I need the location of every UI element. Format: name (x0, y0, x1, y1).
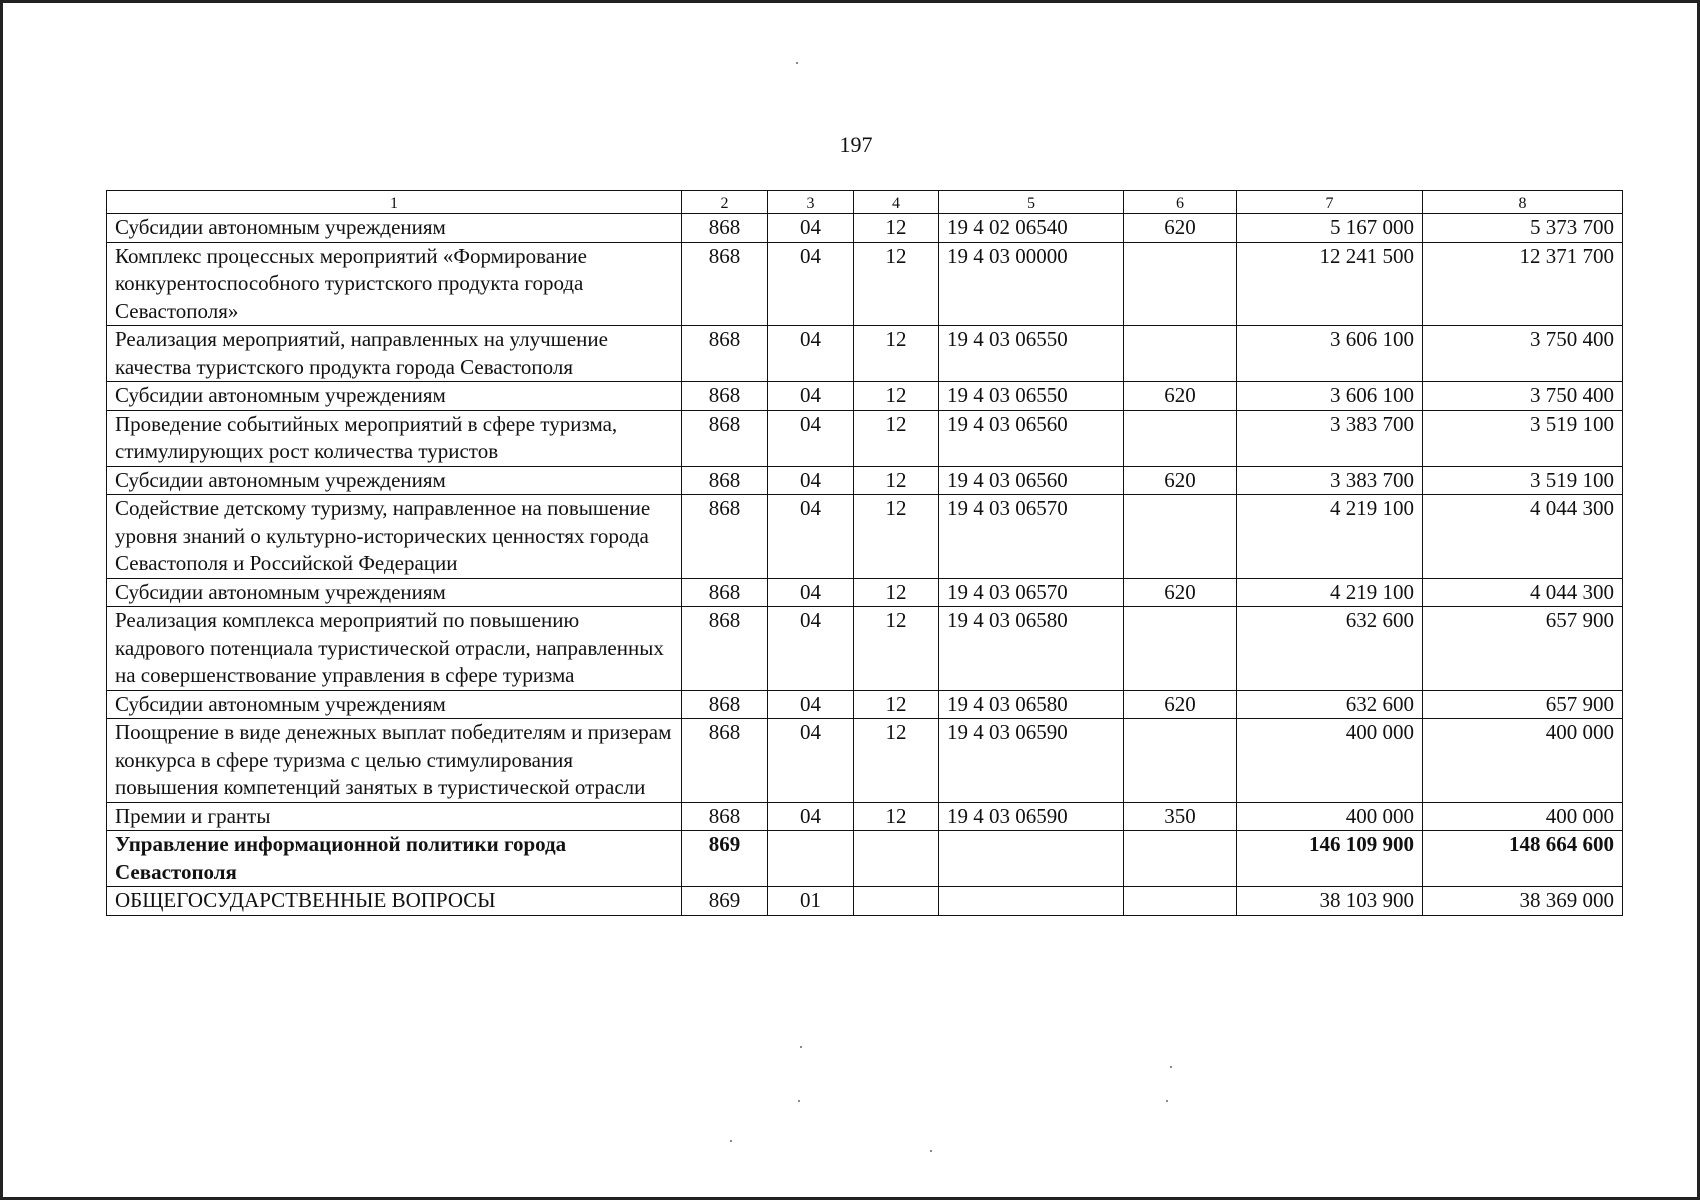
table-cell: 04 (768, 495, 854, 579)
table-cell: 5 167 000 (1237, 214, 1423, 243)
table-cell: 12 (854, 242, 939, 326)
scan-speck (800, 1046, 802, 1048)
table-cell: 620 (1124, 214, 1237, 243)
table-header-row (107, 191, 1623, 214)
scan-speck (1170, 1066, 1172, 1068)
scan-border-top (0, 0, 1700, 3)
table-cell (939, 831, 1124, 887)
row-name-cell: Субсидии автономным учреждениям (107, 690, 682, 719)
page-number: 197 (839, 132, 873, 157)
column-header: 1 (107, 191, 682, 214)
table-row (107, 382, 1623, 411)
table-cell: 657 900 (1423, 607, 1623, 691)
table-row (107, 495, 1623, 579)
table-cell: 04 (768, 410, 854, 466)
table-cell: 12 (854, 719, 939, 803)
table-cell: 19 4 03 06580 (939, 690, 1124, 719)
row-name-cell: Реализация комплекса мероприятий по повышению кадрового потенциала туристической отрасли, направленных на совершенствование управления в сфере туризма (107, 607, 682, 691)
table-cell: 04 (768, 214, 854, 243)
table-cell (1124, 607, 1237, 691)
row-name-cell: Поощрение в виде денежных выплат победителям и призерам конкурса в сфере туризма с целью стимулирования повышения компетенций занятых в туристической отрасли (107, 719, 682, 803)
row-name-cell: Премии и гранты (107, 802, 682, 831)
scan-speck (798, 1100, 800, 1102)
row-name-cell: ОБЩЕГОСУДАРСТВЕННЫЕ ВОПРОСЫ (107, 887, 682, 916)
table-cell: 868 (682, 719, 768, 803)
table-cell: 12 (854, 466, 939, 495)
row-name-cell: Субсидии автономным учреждениям (107, 382, 682, 411)
table-cell: 12 (854, 690, 939, 719)
table-cell: 868 (682, 607, 768, 691)
column-header: 5 (939, 191, 1124, 214)
table-cell: 632 600 (1237, 690, 1423, 719)
table-cell: 19 4 03 06590 (939, 802, 1124, 831)
table-cell: 04 (768, 326, 854, 382)
row-name-cell: Субсидии автономным учреждениям (107, 214, 682, 243)
row-name-cell: Комплекс процессных мероприятий «Формирование конкурентоспособного туристского продукта города Севастополя» (107, 242, 682, 326)
table-cell: 04 (768, 242, 854, 326)
table-cell: 868 (682, 382, 768, 411)
table-cell (1124, 887, 1237, 916)
table-cell: 3 750 400 (1423, 326, 1623, 382)
table-row (107, 690, 1623, 719)
table-cell: 3 519 100 (1423, 410, 1623, 466)
table-cell (768, 831, 854, 887)
table-cell: 868 (682, 578, 768, 607)
table-cell: 868 (682, 495, 768, 579)
table-cell: 3 606 100 (1237, 326, 1423, 382)
table-cell: 3 606 100 (1237, 382, 1423, 411)
table-cell: 19 4 02 06540 (939, 214, 1124, 243)
table-cell: 12 (854, 607, 939, 691)
table-cell: 868 (682, 466, 768, 495)
table-cell: 04 (768, 578, 854, 607)
scan-speck (1166, 1100, 1168, 1102)
table-cell: 04 (768, 466, 854, 495)
table-cell: 04 (768, 382, 854, 411)
table-cell: 5 373 700 (1423, 214, 1623, 243)
table-cell: 632 600 (1237, 607, 1423, 691)
budget-table (106, 190, 1623, 916)
table-cell: 19 4 03 00000 (939, 242, 1124, 326)
table-cell: 620 (1124, 382, 1237, 411)
row-name-cell: Реализация мероприятий, направленных на улучшение качества туристского продукта города Севастополя (107, 326, 682, 382)
table-cell: 12 (854, 326, 939, 382)
scan-speck (930, 1150, 932, 1152)
table-cell: 869 (682, 887, 768, 916)
table-cell (854, 831, 939, 887)
table-cell (1124, 410, 1237, 466)
table-cell: 400 000 (1237, 802, 1423, 831)
row-name-cell: Субсидии автономным учреждениям (107, 578, 682, 607)
table-cell (1124, 719, 1237, 803)
table-row (107, 326, 1623, 382)
table-cell: 19 4 03 06550 (939, 326, 1124, 382)
table-cell (1124, 495, 1237, 579)
table-cell: 38 103 900 (1237, 887, 1423, 916)
table-cell: 04 (768, 690, 854, 719)
table-row (107, 719, 1623, 803)
table-cell: 868 (682, 410, 768, 466)
table-cell (1124, 326, 1237, 382)
table-cell (1124, 242, 1237, 326)
table-cell: 12 (854, 410, 939, 466)
column-header: 3 (768, 191, 854, 214)
table-cell: 12 (854, 495, 939, 579)
scan-speck (730, 1140, 732, 1142)
table-cell: 868 (682, 326, 768, 382)
column-header: 4 (854, 191, 939, 214)
table-cell: 350 (1124, 802, 1237, 831)
table-cell: 4 044 300 (1423, 495, 1623, 579)
table-cell (1124, 831, 1237, 887)
table-cell: 3 383 700 (1237, 410, 1423, 466)
table-cell (939, 887, 1124, 916)
table-cell: 3 519 100 (1423, 466, 1623, 495)
table-cell: 12 (854, 802, 939, 831)
table-row (107, 802, 1623, 831)
table-cell: 4 219 100 (1237, 495, 1423, 579)
table-row (107, 466, 1623, 495)
table-cell: 869 (682, 831, 768, 887)
table-cell: 04 (768, 719, 854, 803)
table-row (107, 214, 1623, 243)
table-cell: 400 000 (1423, 802, 1623, 831)
table-cell: 620 (1124, 578, 1237, 607)
table-cell: 148 664 600 (1423, 831, 1623, 887)
table-cell: 3 383 700 (1237, 466, 1423, 495)
column-header: 8 (1423, 191, 1623, 214)
table-cell: 868 (682, 802, 768, 831)
table-cell: 19 4 03 06590 (939, 719, 1124, 803)
table-cell: 146 109 900 (1237, 831, 1423, 887)
table-cell: 12 (854, 214, 939, 243)
scan-border-left (0, 0, 3, 1200)
table-cell: 12 (854, 578, 939, 607)
column-header: 7 (1237, 191, 1423, 214)
table-cell: 19 4 03 06580 (939, 607, 1124, 691)
scan-speck (796, 62, 798, 64)
table-row (107, 887, 1623, 916)
table-cell: 620 (1124, 466, 1237, 495)
column-header: 6 (1124, 191, 1237, 214)
table-cell: 12 (854, 382, 939, 411)
table-row (107, 607, 1623, 691)
table-cell: 3 750 400 (1423, 382, 1623, 411)
table-cell: 01 (768, 887, 854, 916)
table-cell: 12 241 500 (1237, 242, 1423, 326)
column-header: 2 (682, 191, 768, 214)
table-cell: 620 (1124, 690, 1237, 719)
row-name-cell: Проведение событийных мероприятий в сфере туризма, стимулирующих рост количества туристов (107, 410, 682, 466)
table-cell: 04 (768, 607, 854, 691)
table-cell: 400 000 (1237, 719, 1423, 803)
table-cell: 868 (682, 214, 768, 243)
table-cell: 4 044 300 (1423, 578, 1623, 607)
table-cell: 400 000 (1423, 719, 1623, 803)
table-cell: 868 (682, 242, 768, 326)
table-cell (854, 887, 939, 916)
table-row (107, 831, 1623, 887)
table-cell: 19 4 03 06570 (939, 495, 1124, 579)
table-row (107, 242, 1623, 326)
row-name-cell: Содействие детскому туризму, направленное на повышение уровня знаний о культурно-исторических ценностях города Севастополя и Российской Федерации (107, 495, 682, 579)
table-row (107, 578, 1623, 607)
table-cell: 38 369 000 (1423, 887, 1623, 916)
table-cell: 04 (768, 802, 854, 831)
table-row (107, 410, 1623, 466)
row-name-cell: Субсидии автономным учреждениям (107, 466, 682, 495)
table-cell: 19 4 03 06560 (939, 410, 1124, 466)
table-cell: 19 4 03 06550 (939, 382, 1124, 411)
table-cell: 12 371 700 (1423, 242, 1623, 326)
table-cell: 19 4 03 06570 (939, 578, 1124, 607)
table-cell: 868 (682, 690, 768, 719)
table-cell: 657 900 (1423, 690, 1623, 719)
table-body (107, 214, 1623, 916)
table-cell: 4 219 100 (1237, 578, 1423, 607)
table-cell: 19 4 03 06560 (939, 466, 1124, 495)
row-name-cell: Управление информационной политики города Севастополя (107, 831, 682, 887)
